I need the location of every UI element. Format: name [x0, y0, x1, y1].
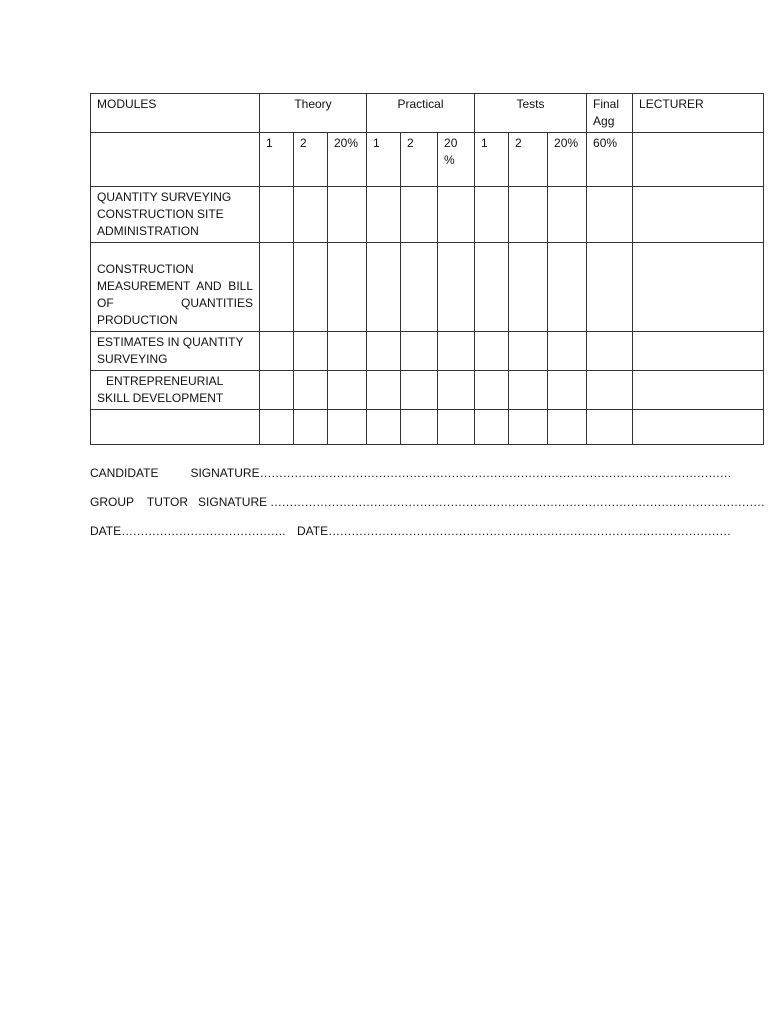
header-lecturer: LECTURER [633, 94, 764, 133]
module-name: QUANTITY SURVEYING CONSTRUCTION SITE ADMINISTRATION [91, 187, 260, 243]
theory-col-pct: 20% [328, 133, 367, 187]
theory-col-1: 1 [260, 133, 294, 187]
header-tests: Tests [475, 94, 587, 133]
tutor-signature-dots: ………………………………………………………………………………………………………………… [267, 495, 765, 509]
table-row [91, 332, 764, 371]
table-row [91, 243, 764, 332]
header-modules: MODULES [91, 94, 260, 133]
practical-col-pct: 20 % [438, 133, 475, 187]
practical-col-1: 1 [367, 133, 401, 187]
lecturer-empty [633, 133, 764, 187]
subheader-empty [91, 133, 260, 187]
candidate-signature-label: SIGNATURE [190, 466, 260, 480]
module-name: ENTREPRENEURIAL SKILL DEVELOPMENT [91, 371, 260, 410]
theory-col-2: 2 [294, 133, 328, 187]
header-theory: Theory [260, 94, 367, 133]
tutor-signature-label: GROUP TUTOR SIGNATURE [90, 495, 268, 509]
candidate-label: CANDIDATE [90, 466, 159, 480]
candidate-signature-dots: …………………………………………………………………………………………………………… [259, 466, 732, 480]
header-row [91, 94, 764, 133]
date-label-2: DATE [296, 524, 329, 538]
practical-col-2: 2 [401, 133, 438, 187]
table-row [91, 371, 764, 410]
date-dots-1: ……………………………………. [121, 524, 285, 538]
modules-table [90, 93, 764, 445]
tests-col-pct: 20% [548, 133, 587, 187]
table-row [91, 187, 764, 243]
module-name [91, 410, 260, 445]
final-col-pct: 60% [587, 133, 633, 187]
header-practical: Practical [367, 94, 475, 133]
header-final-agg: Final Agg [587, 94, 633, 133]
module-name: ESTIMATES IN QUANTITY SURVEYING [91, 332, 260, 371]
tests-col-2: 2 [509, 133, 548, 187]
date-label-1: DATE [90, 524, 122, 538]
tutor-signature-line [90, 494, 764, 510]
date-line [90, 523, 731, 539]
date-dots-2: …………………………………………………………………………………………… [328, 524, 731, 538]
module-name: CONSTRUCTION MEASUREMENT AND BILL OF QUANTITIES PRODUCTION [91, 243, 260, 332]
subheader-row [91, 133, 764, 187]
tests-col-1: 1 [475, 133, 509, 187]
table-row [91, 410, 764, 445]
candidate-signature-line [90, 465, 731, 481]
